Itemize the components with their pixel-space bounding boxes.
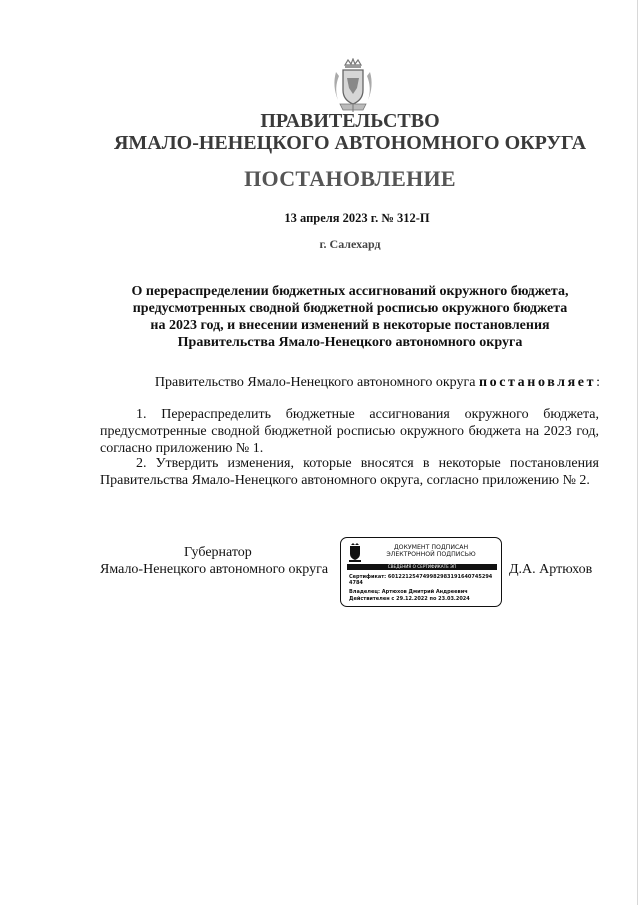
government-region: ЯМАЛО-НЕНЕЦКОГО АВТОНОМНОГО ОКРУГА: [113, 132, 587, 154]
paragraph-number: 1.: [136, 407, 147, 422]
city: г. Салехард: [319, 237, 381, 251]
date-number: 13 апреля 2023 г. № 312-П: [284, 211, 430, 225]
stamp-bar: СВЕДЕНИЯ О СЕРТИФИКАТЕ ЭП: [347, 564, 497, 570]
signer-name: Д.А. Артюхов: [509, 562, 593, 577]
document-type: ПОСТАНОВЛЕНИЕ: [244, 166, 456, 191]
signer-position: Губернатор: [184, 545, 252, 560]
stamp-title-line1: ДОКУМЕНТ ПОДПИСАН: [393, 544, 469, 551]
paragraph-text: Утвердить изменения, которые вносятся в некоторые постановления Правительства Ямало-Ненецкого автономного округа, согласно приложению № 2.: [100, 456, 599, 488]
stamp-validity: Действителен с 29.12.2022 по 23.03.2024: [349, 596, 470, 602]
subject-line: О перераспределении бюджетных ассигнований окружного бюджета,: [131, 284, 569, 299]
preamble-verb: постановляет: [478, 375, 597, 390]
signer-region: Ямало-Ненецкого автономного округа: [100, 562, 329, 577]
preamble-colon: :: [596, 375, 600, 390]
stamp-emblem-icon: [347, 543, 363, 563]
electronic-signature-stamp: [340, 537, 502, 607]
subject-line: предусмотренных сводной бюджетной росписью окружного бюджета: [132, 301, 568, 316]
preamble-text: Правительство Ямало-Ненецкого автономного округа: [154, 375, 476, 390]
government-title: ПРАВИТЕЛЬСТВО: [260, 110, 440, 132]
document-subject: [100, 283, 600, 351]
stamp-certificate: Сертификат: 601221254749982983191640745294: [349, 574, 493, 580]
stamp-owner: Владелец: Артюхов Дмитрий Андреевич: [349, 589, 468, 595]
paragraph-1: [100, 406, 599, 457]
coat-of-arms-icon: [330, 58, 376, 114]
preamble: [100, 375, 600, 391]
subject-line: Правительства Ямало-Ненецкого автономного округа: [177, 335, 523, 350]
stamp-title-line2: ЭЛЕКТРОННОЙ ПОДПИСЬЮ: [386, 551, 476, 558]
paragraph-number: 2.: [136, 456, 147, 471]
paragraph-2: [100, 455, 599, 489]
paragraph-text: Перераспределить бюджетные ассигнования окружного бюджета, предусмотренные сводной бюджетной росписью окружного бюджета на 2023 год, согласно приложению № 1.: [100, 407, 600, 456]
stamp-certificate-cont: 4784: [349, 580, 363, 586]
subject-line: на 2023 год, и внесении изменений в некоторые постановления: [150, 318, 550, 333]
